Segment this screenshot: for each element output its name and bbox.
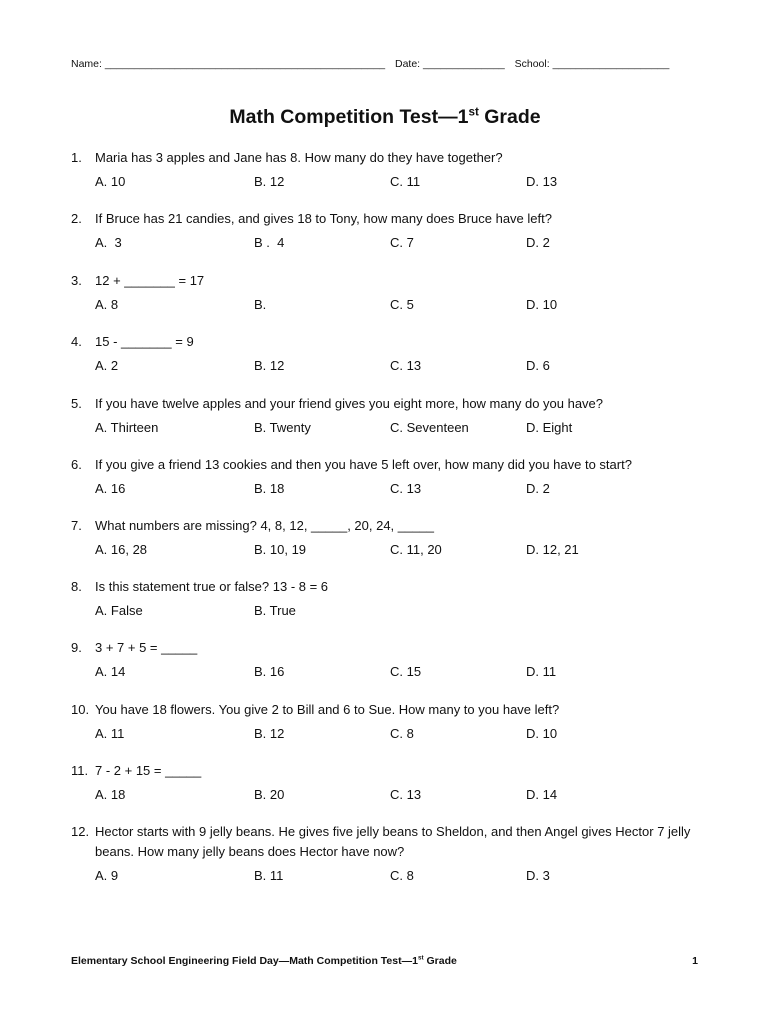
question-text — [71, 209, 701, 229]
answer-choices — [0, 603, 770, 621]
question-text — [71, 271, 701, 291]
answer-option[interactable]: D. Eight — [526, 420, 573, 435]
answer-choices — [0, 420, 770, 438]
answer-option[interactable]: D. 14 — [526, 787, 558, 802]
answer-option[interactable]: A. 9 — [95, 868, 119, 883]
question-text — [71, 516, 701, 536]
question-number: 11. — [71, 763, 89, 778]
question-text — [71, 455, 701, 475]
question-prompt: 12 + _______ = 17 — [95, 273, 205, 288]
question-number: 12. — [71, 824, 90, 839]
question-text — [71, 332, 701, 352]
answer-option[interactable]: B. 18 — [254, 481, 285, 496]
question-number: 9. — [71, 640, 82, 655]
answer-option[interactable]: D. 10 — [526, 726, 558, 741]
question-text — [71, 700, 701, 720]
page-footer — [71, 955, 698, 967]
answer-choices — [0, 787, 770, 805]
footer-title: Elementary School Engineering Field Day—Math Competition Test—1st Grade — [71, 954, 457, 967]
question-prompt: Hector starts with 9 jelly beans. He gives five jelly beans to Sheldon, and then Angel gives Hector 7 jelly beans. How many jelly beans does Hector have now? — [95, 824, 691, 859]
question-number: 10. — [71, 702, 90, 717]
question-number: 5. — [71, 396, 82, 411]
answer-option[interactable]: A. 8 — [95, 297, 119, 312]
answer-choices — [0, 481, 770, 499]
answer-option[interactable]: B. 20 — [254, 787, 285, 802]
answer-option[interactable]: D. 2 — [526, 235, 550, 250]
answer-option[interactable]: A. False — [95, 603, 143, 618]
answer-option[interactable]: C. Seventeen — [390, 420, 469, 435]
school-field[interactable]: School: ____________________ — [514, 58, 670, 70]
answer-option[interactable]: B. 12 — [254, 174, 285, 189]
question-number: 1. — [71, 150, 82, 165]
answer-choices — [0, 726, 770, 744]
question-prompt: If you have twelve apples and your friend gives you eight more, how many do you have? — [95, 396, 604, 411]
question-text — [71, 638, 701, 658]
date-field[interactable]: Date: ______________ — [395, 58, 505, 70]
question-prompt: 7 - 2 + 15 = _____ — [95, 763, 202, 778]
question-prompt: If Bruce has 21 candies, and gives 18 to Tony, how many does Bruce have left? — [95, 211, 552, 226]
answer-option[interactable]: C. 13 — [390, 481, 422, 496]
answer-option[interactable]: C. 8 — [390, 726, 414, 741]
answer-option[interactable]: C. 11 — [390, 174, 421, 189]
answer-option[interactable]: D. 3 — [526, 868, 550, 883]
question-text — [71, 761, 701, 781]
answer-option[interactable]: B. 16 — [254, 664, 285, 679]
answer-option[interactable]: B . 4 — [254, 235, 285, 250]
question-number: 7. — [71, 518, 82, 533]
answer-option[interactable]: B. 12 — [254, 358, 285, 373]
answer-option[interactable]: B. — [254, 297, 267, 312]
page-title: Math Competition Test—1st Grade — [229, 105, 541, 128]
question-text — [71, 394, 701, 414]
question-text — [71, 148, 701, 168]
answer-option[interactable]: D. 13 — [526, 174, 558, 189]
answer-choices — [0, 174, 770, 192]
question-number: 8. — [71, 579, 82, 594]
answer-option[interactable]: A. 14 — [95, 664, 126, 679]
answer-option[interactable]: C. 13 — [390, 787, 422, 802]
answer-option[interactable]: A. 16, 28 — [95, 542, 148, 557]
answer-option[interactable]: D. 11 — [526, 664, 557, 679]
question-number: 3. — [71, 273, 82, 288]
answer-option[interactable]: D. 6 — [526, 358, 550, 373]
answer-option[interactable]: A. 3 — [95, 235, 122, 250]
question-prompt: What numbers are missing? 4, 8, 12, _____, 20, 24, _____ — [95, 518, 434, 533]
answer-option[interactable]: A. Thirteen — [95, 420, 159, 435]
question-number: 6. — [71, 457, 82, 472]
answer-option[interactable]: C. 13 — [390, 358, 422, 373]
answer-choices — [0, 868, 770, 886]
question-prompt: 3 + 7 + 5 = _____ — [95, 640, 198, 655]
answer-choices — [0, 235, 770, 253]
answer-option[interactable]: C. 11, 20 — [390, 542, 442, 557]
answer-option[interactable]: A. 2 — [95, 358, 119, 373]
answer-choices — [0, 358, 770, 376]
question-prompt: If you give a friend 13 cookies and then you have 5 left over, how many did you have to start? — [95, 457, 632, 472]
name-field[interactable]: Name: ________________________________________________ — [71, 58, 386, 70]
answer-option[interactable]: D. 2 — [526, 481, 550, 496]
answer-option[interactable]: A. 18 — [95, 787, 126, 802]
answer-option[interactable]: B. 10, 19 — [254, 542, 307, 557]
student-info-header — [71, 58, 696, 70]
answer-choices — [0, 297, 770, 315]
answer-choices — [0, 664, 770, 682]
answer-option[interactable]: D. 10 — [526, 297, 558, 312]
page-number: 1 — [692, 955, 698, 967]
question-text — [71, 577, 701, 597]
answer-option[interactable]: C. 15 — [390, 664, 422, 679]
answer-option[interactable]: B. Twenty — [254, 420, 311, 435]
answer-option[interactable]: C. 8 — [390, 868, 414, 883]
answer-choices — [0, 542, 770, 560]
answer-option[interactable]: B. 11 — [254, 868, 284, 883]
answer-option[interactable]: D. 12, 21 — [526, 542, 579, 557]
question-number: 2. — [71, 211, 82, 226]
question-prompt: 15 - _______ = 9 — [95, 334, 194, 349]
answer-option[interactable]: B. 12 — [254, 726, 285, 741]
question-prompt: Maria has 3 apples and Jane has 8. How many do they have together? — [95, 150, 503, 165]
answer-option[interactable]: A. 11 — [95, 726, 125, 741]
question-prompt: Is this statement true or false? 13 - 8 = 6 — [95, 579, 329, 594]
question-text — [71, 822, 701, 862]
answer-option[interactable]: A. 10 — [95, 174, 126, 189]
answer-option[interactable]: C. 5 — [390, 297, 414, 312]
answer-option[interactable]: C. 7 — [390, 235, 414, 250]
answer-option[interactable]: B. True — [254, 603, 296, 618]
question-prompt: You have 18 flowers. You give 2 to Bill and 6 to Sue. How many to you have left? — [95, 702, 560, 717]
question-number: 4. — [71, 334, 82, 349]
answer-option[interactable]: A. 16 — [95, 481, 126, 496]
